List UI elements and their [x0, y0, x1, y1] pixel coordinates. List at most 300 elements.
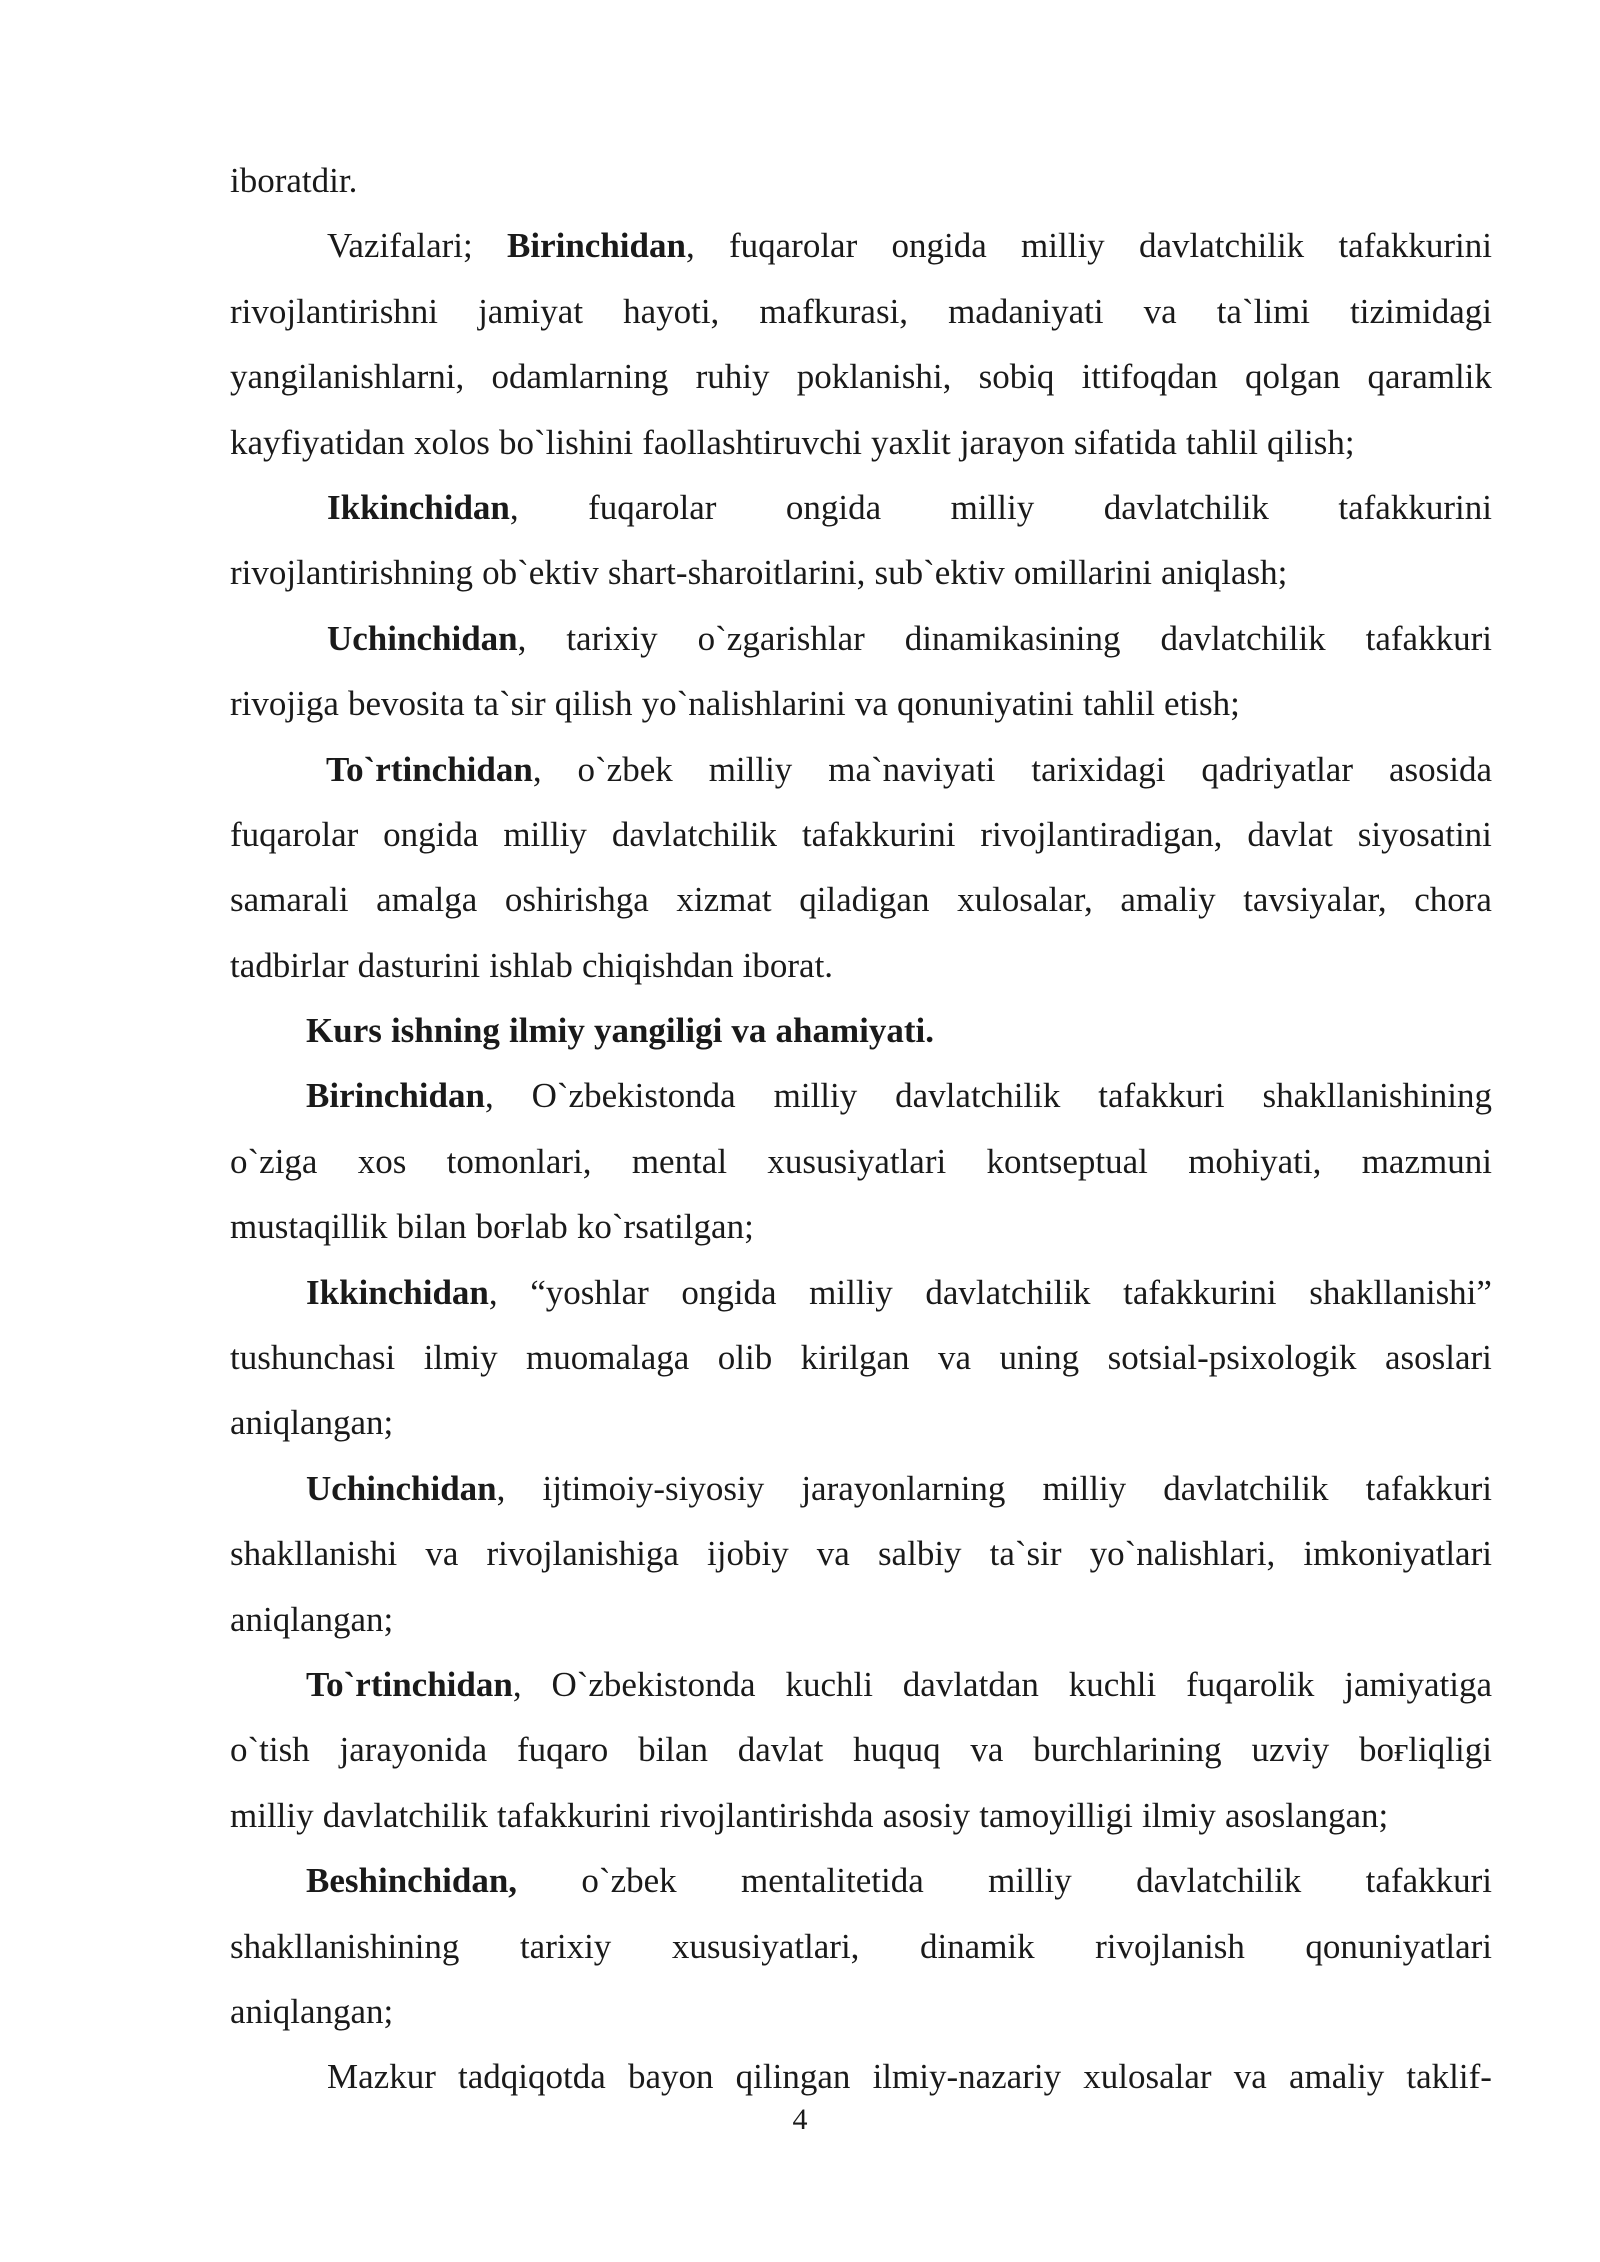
comma: , [512, 1664, 522, 1704]
text: chiqishdan [581, 945, 734, 985]
text-line [230, 867, 1492, 932]
word [555, 671, 633, 736]
text-line [230, 1914, 1492, 1979]
text: kayfiyatidan [230, 422, 405, 462]
word [632, 1129, 727, 1194]
text: “yoshlar [530, 1272, 649, 1312]
word [509, 998, 585, 1063]
word [1247, 802, 1333, 867]
word [809, 1260, 893, 1325]
word [1160, 606, 1325, 671]
bold-text: ilmiy [509, 1011, 585, 1051]
word [1366, 606, 1492, 671]
word [988, 1848, 1072, 1913]
text: o`tish [230, 1730, 310, 1770]
word [987, 1129, 1148, 1194]
body-text [230, 148, 1492, 2110]
text: bo`lishini [498, 422, 634, 462]
word [424, 1325, 498, 1390]
bold-text: Uchinchidan [327, 618, 518, 658]
text: milliy [773, 1076, 858, 1116]
text-line [230, 1456, 1492, 1521]
text: samarali [230, 880, 349, 920]
text: qaramlik [1367, 357, 1492, 397]
text: siyosatini [1357, 814, 1492, 854]
text: tadbirlar [230, 945, 349, 985]
text-line [230, 1717, 1492, 1782]
word [1139, 213, 1304, 278]
word [1074, 410, 1177, 475]
word [1263, 1063, 1492, 1128]
text: yangilanishlarni, [230, 357, 465, 397]
text: iboratdir. [230, 161, 358, 200]
text: milliy [950, 487, 1035, 527]
word [505, 867, 649, 932]
word [883, 1783, 971, 1848]
word [696, 344, 770, 409]
word [855, 671, 888, 736]
text: milliy [1042, 1468, 1127, 1508]
word [306, 1652, 522, 1717]
text: poklanishi, [796, 357, 952, 397]
text: davlatchilik [1138, 226, 1305, 266]
text: Mazkur [327, 2057, 436, 2097]
text: fuqarolar [728, 226, 858, 266]
word [1120, 867, 1215, 932]
text-line [230, 279, 1492, 344]
text: davlatchilik [895, 1076, 1061, 1116]
text: qadriyatlar [1201, 749, 1353, 789]
text: ongida [681, 1272, 777, 1312]
text: madaniyati [948, 291, 1104, 331]
text: jarayonida [339, 1730, 488, 1770]
text: xulosalar, [957, 880, 1093, 920]
text: shakllanishi [230, 1534, 398, 1574]
word [1104, 475, 1269, 540]
text: huquq [853, 1730, 941, 1770]
word [503, 802, 587, 867]
text: tafakkuri [1365, 1861, 1492, 1901]
text: qilish; [1267, 422, 1355, 462]
text-line [230, 1260, 1492, 1325]
word [230, 1521, 397, 1586]
word [230, 410, 405, 475]
text-line [230, 1587, 1492, 1652]
text: qonuniyatlari [1305, 1926, 1492, 1966]
word [1186, 1652, 1314, 1717]
comma: , [509, 487, 519, 527]
text: tafakkurini [1123, 1272, 1277, 1312]
word [414, 410, 490, 475]
word [507, 213, 695, 278]
text-line [230, 213, 1492, 278]
word [1033, 1717, 1222, 1782]
text: hayoti, [623, 291, 720, 331]
text: rivojlanishiga [486, 1534, 679, 1574]
text: kontseptual [986, 1141, 1148, 1181]
text: etish; [1164, 684, 1240, 724]
text: rivojlanish [1095, 1926, 1245, 1966]
word [376, 867, 477, 932]
text: kuchli [785, 1664, 873, 1704]
word [1344, 1652, 1492, 1717]
text: O`zbekistonda [551, 1664, 756, 1704]
text: va [1143, 291, 1177, 331]
text: chora [1414, 880, 1492, 920]
word [1338, 475, 1492, 540]
word [486, 1521, 678, 1586]
text: fuqarolar [230, 814, 359, 854]
word [878, 1521, 962, 1586]
word [489, 933, 573, 998]
word [797, 344, 952, 409]
word [230, 344, 464, 409]
text: qiladigan [799, 880, 930, 920]
text: jarayon [959, 422, 1065, 462]
text-line [230, 1194, 1492, 1259]
text: taklif- [1406, 2057, 1492, 2097]
word [358, 933, 480, 998]
word [391, 998, 500, 1063]
word [799, 867, 929, 932]
text: shart-sharoitlarini, [607, 553, 866, 593]
word [1164, 671, 1240, 736]
word [230, 1390, 393, 1455]
text: mafkurasi, [759, 291, 909, 331]
word [323, 1783, 488, 1848]
text: ongida [785, 487, 882, 527]
text: rivojlantirishni [230, 291, 439, 331]
word [903, 1652, 1039, 1717]
text: xolos [414, 422, 490, 462]
text: shakllanishining [1262, 1076, 1492, 1116]
bold-text: Beshinchidan, [306, 1861, 518, 1901]
word [828, 737, 995, 802]
word [230, 540, 473, 605]
word [1082, 344, 1218, 409]
text: faollashtiruvchi [642, 422, 862, 462]
word [623, 279, 719, 344]
text: tafakkurini [801, 814, 956, 854]
word [660, 1783, 874, 1848]
word [957, 867, 1093, 932]
text: dinamikasining [904, 618, 1121, 658]
text: uning [999, 1338, 1080, 1378]
text: uzviy [1251, 1730, 1330, 1770]
bold-text: yangiligi [593, 1011, 723, 1051]
word [709, 737, 793, 802]
text: qolgan [1245, 357, 1341, 397]
word [1090, 1521, 1276, 1586]
word [1188, 1129, 1321, 1194]
text: ruhiy [695, 357, 770, 397]
text-line [230, 1979, 1492, 2044]
text: xususiyatlari [767, 1141, 947, 1181]
text: xususiyatlari, [671, 1926, 860, 1966]
text: davlatchilik [1136, 1861, 1302, 1901]
word [383, 802, 478, 867]
comma: , [488, 1272, 498, 1312]
word [1217, 279, 1310, 344]
text-line [230, 1783, 1492, 1848]
text: ta`sir [473, 684, 546, 724]
text: oshirishga [504, 880, 649, 920]
bold-text: Kurs [306, 1011, 382, 1051]
word [551, 1652, 755, 1717]
word [478, 279, 583, 344]
word [230, 148, 357, 213]
word [1021, 213, 1105, 278]
text: O`zbekistonda [531, 1076, 736, 1116]
word [729, 213, 857, 278]
word [731, 998, 766, 1063]
text: tarixiy [566, 618, 658, 658]
text: ongida [383, 814, 479, 854]
text-line [230, 933, 1492, 998]
text: tafakkuri [1365, 618, 1492, 658]
word [1098, 1063, 1224, 1128]
text: ko`rsatilgan; [576, 1207, 754, 1247]
word [230, 1325, 395, 1390]
text: tafakkurini [497, 1795, 651, 1835]
word [1014, 540, 1152, 605]
text-line [230, 1848, 1492, 1913]
text: milliy [503, 814, 587, 854]
word [1123, 1260, 1277, 1325]
text-line [230, 475, 1492, 540]
word [681, 1260, 776, 1325]
word [948, 279, 1104, 344]
word [1350, 279, 1492, 344]
word [1245, 344, 1340, 409]
word [1136, 1848, 1301, 1913]
text: milliy [809, 1272, 893, 1312]
text-line [230, 1063, 1492, 1128]
word [676, 867, 771, 932]
word [1366, 1456, 1492, 1521]
word [817, 1521, 850, 1586]
word [1358, 802, 1492, 867]
text: sub`ektiv [874, 553, 1005, 593]
word [577, 1194, 754, 1259]
text: aniqlangan; [230, 1599, 394, 1639]
text-line [230, 737, 1492, 802]
word [1414, 867, 1492, 932]
text: qilish [554, 684, 633, 724]
text: mustaqillik [230, 1207, 388, 1247]
word [306, 1456, 505, 1521]
text: davlatchilik [1163, 1468, 1329, 1508]
text: o`zgarishlar [697, 618, 865, 658]
text: kirilgan [800, 1338, 910, 1378]
word [306, 1063, 494, 1128]
word [960, 410, 1065, 475]
text: o`zbek [581, 1861, 677, 1901]
text: sotsial-psixologik [1107, 1338, 1357, 1378]
word [895, 1063, 1060, 1128]
word [230, 1717, 310, 1782]
word [1385, 1325, 1492, 1390]
word [897, 671, 1074, 736]
text: yo`nalishlarini [641, 684, 846, 724]
word [920, 1914, 1035, 1979]
text-line [230, 540, 1492, 605]
text: qonuniyatini [896, 684, 1074, 724]
text: imkoniyatlari [1303, 1534, 1492, 1574]
comma: , [532, 749, 542, 789]
text: fuqarolar [588, 487, 717, 527]
text: o`zbek [577, 749, 673, 789]
text: tadqiqotda [458, 2057, 606, 2097]
text: tafakkuri [1365, 1468, 1492, 1508]
text: mohiyati, [1188, 1141, 1322, 1181]
text: o`ziga [230, 1141, 318, 1181]
word [707, 1521, 789, 1586]
word [230, 1783, 314, 1848]
word [1338, 213, 1492, 278]
word [1362, 1129, 1492, 1194]
word [785, 1652, 872, 1717]
bold-text: ishning [390, 1011, 500, 1051]
text: rivojlantirishning [230, 553, 474, 593]
text: yo`nalishlari, [1089, 1534, 1276, 1574]
word [875, 540, 1005, 605]
text: dasturini [357, 945, 481, 985]
bold-text: Ikkinchidan [327, 487, 510, 527]
word [1366, 1848, 1492, 1913]
word [801, 1325, 910, 1390]
word [642, 410, 862, 475]
text: ilmiy [1141, 1795, 1216, 1835]
word [759, 279, 908, 344]
text: olib [717, 1338, 773, 1378]
word [306, 998, 382, 1063]
text: bilan [638, 1730, 709, 1770]
text: sobiq [978, 357, 1055, 397]
word [482, 540, 599, 605]
text: davlatchilik [322, 1795, 488, 1835]
text: va [1233, 2057, 1267, 2097]
word [230, 867, 349, 932]
text: boғliqligi [1358, 1730, 1492, 1770]
text: ob`ektiv [482, 553, 599, 593]
text: xizmat [676, 880, 772, 920]
word [582, 933, 734, 998]
word [698, 606, 865, 671]
word [608, 540, 866, 605]
text: asoslari [1384, 1338, 1492, 1378]
word [327, 213, 473, 278]
text: davlatdan [902, 1664, 1039, 1704]
word [476, 1194, 568, 1259]
page-number: 4 [792, 2103, 808, 2136]
word [1031, 737, 1165, 802]
word [594, 998, 722, 1063]
word [1186, 410, 1258, 475]
word [358, 1129, 407, 1194]
word [767, 1129, 946, 1194]
text: ishlab [489, 945, 573, 985]
text: tahlil [1083, 684, 1155, 724]
text: tafakkurini [1338, 487, 1492, 527]
word [1163, 1456, 1328, 1521]
text: tomonlari, [446, 1141, 592, 1181]
word [801, 1456, 1005, 1521]
text: davlatchilik [611, 814, 778, 854]
text: bilan [396, 1207, 467, 1247]
comma: , [484, 1076, 494, 1116]
word [1225, 1783, 1388, 1848]
word [447, 1129, 592, 1194]
text: rivojiga [230, 684, 339, 724]
text: tarixiy [519, 1926, 612, 1966]
word [230, 279, 438, 344]
text-line [230, 1390, 1492, 1455]
word [474, 671, 546, 736]
text: mental [631, 1141, 728, 1181]
word [638, 1717, 708, 1782]
bold-text: va [731, 1011, 767, 1051]
text: va [970, 1730, 1004, 1770]
word [1144, 279, 1177, 344]
text: omillarini [1013, 553, 1152, 593]
word [774, 1063, 858, 1128]
word [230, 1979, 393, 2044]
word [526, 1325, 689, 1390]
word [1251, 1717, 1329, 1782]
text: shakllanishi” [1309, 1272, 1492, 1312]
word [578, 737, 673, 802]
word [853, 1717, 941, 1782]
word [532, 1063, 736, 1128]
word [1389, 737, 1492, 802]
text: amaliy [1120, 880, 1216, 920]
text: rivojlantiradigan, [980, 814, 1223, 854]
word [517, 1717, 608, 1782]
word [1359, 1717, 1492, 1782]
word [1368, 344, 1492, 409]
text-line [230, 1521, 1492, 1586]
word [786, 475, 881, 540]
text: ijobiy [707, 1534, 789, 1574]
text: ittifoqdan [1081, 357, 1218, 397]
text-line [230, 998, 1492, 1063]
text-line [230, 1652, 1492, 1717]
text-line [230, 148, 1492, 213]
word [499, 410, 633, 475]
text: tafakkuri [1098, 1076, 1225, 1116]
text: milliy [988, 1861, 1072, 1901]
word [1309, 1260, 1492, 1325]
text: ilmiy-nazariy [872, 2057, 1062, 2097]
text: jamiyat [478, 291, 584, 331]
text: milliy [1021, 226, 1105, 266]
text: fuqarolik [1186, 1664, 1315, 1704]
text: amalga [376, 880, 478, 920]
text: ilmiy [423, 1338, 498, 1378]
word [543, 1456, 765, 1521]
text: ijtimoiy-siyosiy [542, 1468, 765, 1508]
word [326, 737, 542, 802]
text: aniqlangan; [230, 1991, 394, 2031]
word [718, 1325, 772, 1390]
text: burchlarining [1033, 1730, 1222, 1770]
bold-text: Uchinchidan [306, 1468, 497, 1508]
word [397, 1194, 467, 1259]
text: xos [357, 1141, 407, 1181]
comma: , [517, 618, 527, 658]
text: rivojlantirishda [659, 1795, 874, 1835]
